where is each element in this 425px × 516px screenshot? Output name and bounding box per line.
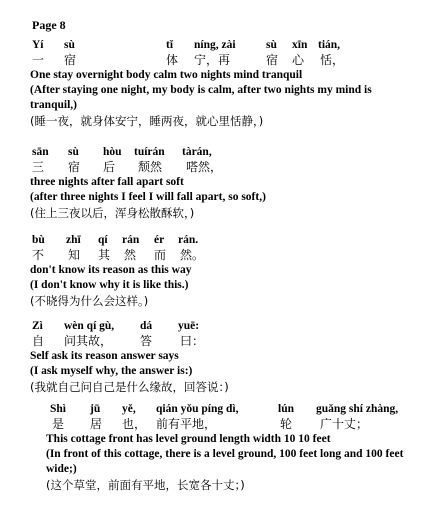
pinyin-syllable: tián, xyxy=(318,39,341,51)
pinyin-syllable: níng, zài xyxy=(194,39,236,51)
hanzi-char: 然。 xyxy=(180,248,205,262)
page-number: Page 8 xyxy=(32,18,66,32)
pinyin-syllable: bù xyxy=(32,234,45,246)
hanzi-line xyxy=(46,417,422,432)
stanza-5 xyxy=(46,402,422,493)
pinyin-syllable: guǎng shí zhàng, xyxy=(316,403,399,415)
pinyin-line xyxy=(30,233,422,248)
english-translation: (In front of this cottage, there is a level ground, 100 feet long and 100 feet wide;) xyxy=(46,448,404,475)
pinyin-syllable: dá xyxy=(140,320,153,332)
pinyin-line xyxy=(30,145,422,160)
pinyin-syllable: sān xyxy=(32,146,49,158)
hanzi-char: 问其故， xyxy=(64,334,113,348)
stanza-4 xyxy=(30,319,422,395)
pinyin-syllable: hòu xyxy=(103,146,122,158)
english-translation: (after three nights I feel I will fall apart, so soft,) xyxy=(30,191,266,203)
hanzi-char: 曰： xyxy=(180,334,205,348)
pinyin-syllable: Yí xyxy=(32,39,44,51)
chinese-paraphrase: (这个草堂，前面有平地，长宽各十丈；) xyxy=(46,478,245,492)
english-translation: (I ask myself why, the answer is:) xyxy=(30,365,193,377)
english-translation: (I don't know why it is like this.) xyxy=(30,279,189,291)
hanzi-char: 宿 xyxy=(266,53,279,67)
pinyin-syllable: sù xyxy=(64,39,75,51)
hanzi-line xyxy=(30,53,422,68)
hanzi-char: 知 xyxy=(68,248,81,262)
pinyin-syllable: yě, xyxy=(122,403,136,415)
hanzi-char: 宿 xyxy=(68,160,81,174)
pinyin-syllable: qí xyxy=(98,234,108,246)
pinyin-syllable: zhī xyxy=(66,234,81,246)
pinyin-syllable: tuírán xyxy=(134,146,165,158)
stanza-3 xyxy=(30,233,422,309)
pinyin-syllable: lún xyxy=(278,403,294,415)
pinyin-syllable: rán. xyxy=(178,234,199,246)
chinese-paraphrase: (不晓得为什么会这样。) xyxy=(30,294,149,308)
stanza-1 xyxy=(30,38,422,129)
pinyin-syllable: rán xyxy=(122,234,140,246)
hanzi-line xyxy=(30,334,422,349)
chinese-paraphrase: (睡一夜，就身体安宁，睡两夜，就心里恬静，) xyxy=(30,114,264,128)
hanzi-char: 心 xyxy=(292,53,305,67)
stanza-2 xyxy=(30,145,422,221)
pinyin-syllable: Shì xyxy=(50,403,66,415)
hanzi-char: 后 xyxy=(103,160,116,174)
hanzi-char: 而 xyxy=(154,248,167,262)
pinyin-line xyxy=(46,402,422,417)
pinyin-line xyxy=(30,38,422,53)
hanzi-char: 体 xyxy=(166,53,179,67)
hanzi-char: 其 xyxy=(98,248,111,262)
english-translation: (After staying one night, my body is calm, after two nights my mind is tranquil,) xyxy=(30,84,372,111)
pinyin-syllable: tǐ xyxy=(166,39,174,51)
hanzi-char: 自 xyxy=(32,334,45,348)
hanzi-char: 一 xyxy=(32,53,45,67)
hanzi-char: 轮 xyxy=(280,417,293,431)
hanzi-char: 宁，再 xyxy=(194,53,231,67)
hanzi-char: 三 xyxy=(32,160,45,174)
hanzi-char: 然 xyxy=(124,248,137,262)
hanzi-char: 是 xyxy=(52,417,65,431)
chinese-paraphrase: (我就自己问自己是什么缘故，回答说：) xyxy=(30,380,229,394)
pinyin-syllable: wèn qí gù, xyxy=(64,320,115,332)
hanzi-char: 不 xyxy=(32,248,45,262)
hanzi-line xyxy=(30,160,422,175)
hanzi-line xyxy=(30,248,422,263)
hanzi-char: 也， xyxy=(122,417,147,431)
english-gloss: This cottage front has level ground length width 10 10 feet xyxy=(46,433,331,445)
english-gloss: don't know its reason as this way xyxy=(30,264,192,276)
hanzi-char: 颓然 xyxy=(138,160,163,174)
pinyin-syllable: yuē: xyxy=(178,320,200,332)
chinese-paraphrase: (住上三夜以后，浑身松散酥软，) xyxy=(30,206,195,220)
hanzi-char: 答 xyxy=(140,334,153,348)
pinyin-line xyxy=(30,319,422,334)
english-gloss: three nights after fall apart soft xyxy=(30,176,184,188)
pinyin-syllable: tàrán, xyxy=(182,146,212,158)
hanzi-char: 嗒然， xyxy=(186,160,223,174)
hanzi-char: 宿 xyxy=(64,53,77,67)
pinyin-syllable: xīn xyxy=(292,39,308,51)
pinyin-syllable: sù xyxy=(266,39,277,51)
english-gloss: One stay overnight body calm two nights mind tranquil xyxy=(30,69,303,81)
hanzi-char: 居 xyxy=(90,417,103,431)
pinyin-syllable: qián yǒu píng dì, xyxy=(156,403,239,415)
pinyin-syllable: jū xyxy=(90,403,101,415)
pinyin-syllable: Zì xyxy=(32,320,43,332)
english-gloss: Self ask its reason answer says xyxy=(30,350,179,362)
hanzi-char: 恬， xyxy=(320,53,345,67)
pinyin-syllable: ér xyxy=(154,234,165,246)
pinyin-syllable: sù xyxy=(68,146,79,158)
hanzi-char: 前有平地， xyxy=(156,417,217,431)
hanzi-char: 广十丈； xyxy=(320,417,369,431)
